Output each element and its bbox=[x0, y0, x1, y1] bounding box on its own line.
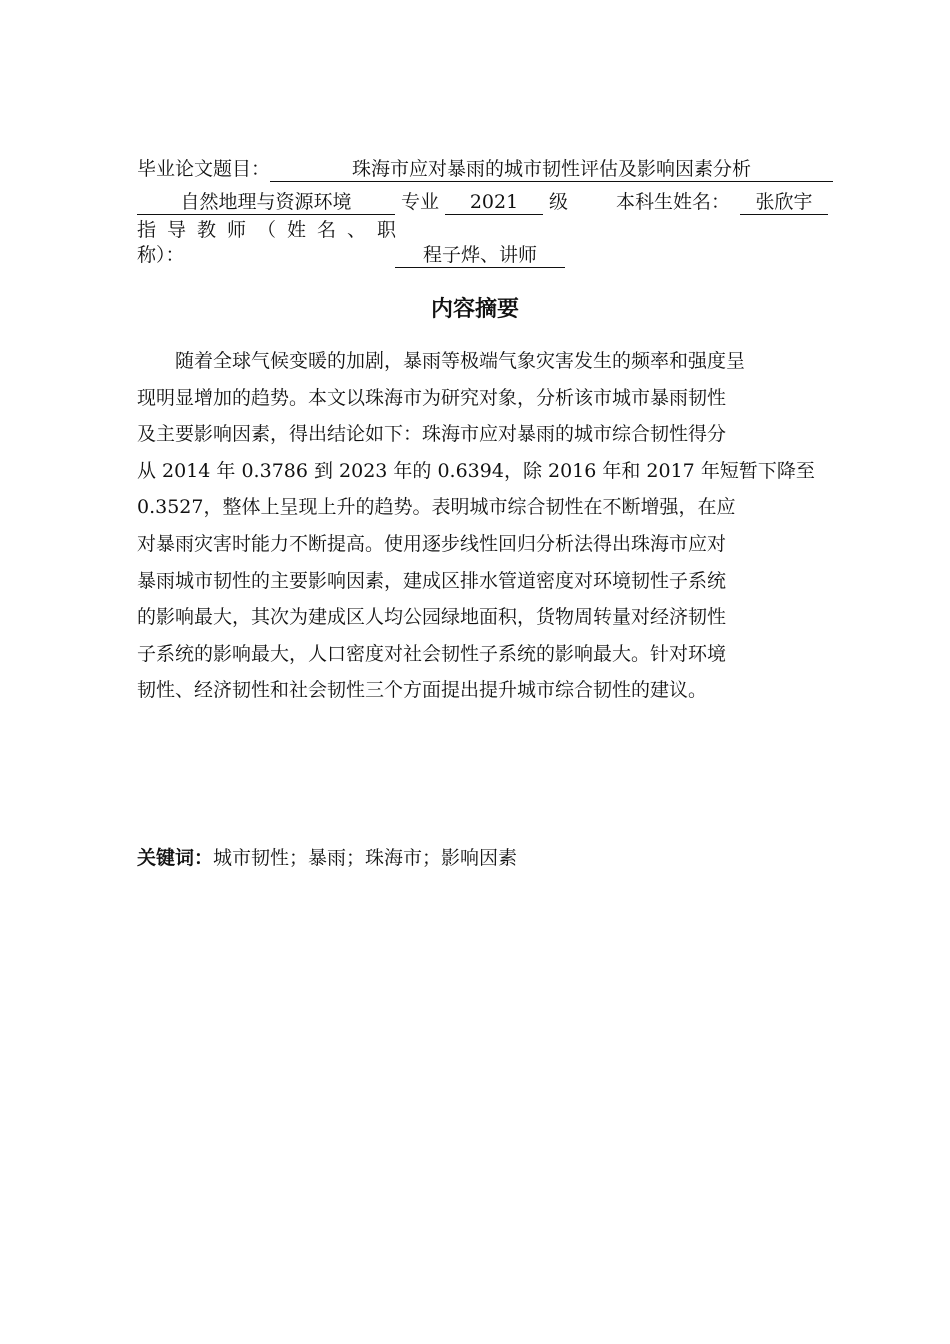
grade-label: 级 bbox=[549, 191, 569, 213]
major-value: 自然地理与资源环境 bbox=[137, 191, 395, 215]
thesis-title-row bbox=[137, 157, 853, 182]
advisor-row bbox=[137, 243, 853, 268]
abstract-body bbox=[137, 343, 853, 709]
abstract-line: 及主要影响因素，得出结论如下：珠海市应对暴雨的城市综合韧性得分 bbox=[137, 423, 727, 446]
abstract-line: 0.3527，整体上呈现上升的趋势。表明城市综合韧性在不断增强，在应 bbox=[137, 496, 736, 519]
abstract-line: 从 2014 年 0.3786 到 2023 年的 0.6394，除 2016 年和 2017 年短暂下降至 bbox=[137, 459, 815, 482]
student-name-value: 张欣宇 bbox=[740, 191, 828, 215]
abstract-line: 子系统的影响最大，人口密度对社会韧性子系统的影响最大。针对环境 bbox=[137, 642, 727, 665]
keywords-value: 城市韧性；暴雨；珠海市；影响因素 bbox=[213, 847, 518, 869]
advisor-label-line2: 称）： bbox=[137, 244, 185, 266]
abstract-line: 暴雨城市韧性的主要影响因素，建成区排水管道密度对环境韧性子系统 bbox=[137, 569, 727, 592]
abstract-line: 的影响最大，其次为建成区人均公园绿地面积，货物周转量对经济韧性 bbox=[137, 606, 727, 629]
keywords-label: 关键词： bbox=[137, 847, 214, 869]
student-info-row bbox=[137, 190, 853, 215]
keywords-row bbox=[137, 845, 517, 871]
advisor-label-line1: 指导教师（姓名、职 bbox=[137, 219, 408, 241]
major-label: 专业 bbox=[401, 191, 440, 213]
abstract-heading: 内容摘要 bbox=[430, 297, 519, 322]
student-name-label: 本科生姓名： bbox=[616, 191, 731, 213]
abstract-line: 对暴雨灾害时能力不断提高。使用逐步线性回归分析法得出珠海市应对 bbox=[137, 532, 727, 555]
advisor-value: 程子烨、讲师 bbox=[395, 244, 565, 268]
thesis-title-value: 珠海市应对暴雨的城市韧性评估及影响因素分析 bbox=[270, 158, 833, 182]
grade-value: 2021 bbox=[445, 191, 543, 215]
abstract-line: 现明显增加的趋势。本文以珠海市为研究对象，分析该市城市暴雨韧性 bbox=[137, 386, 727, 409]
abstract-line: 韧性、经济韧性和社会韧性三个方面提出提升城市综合韧性的建议。 bbox=[137, 679, 708, 702]
thesis-title-label: 毕业论文题目： bbox=[137, 158, 271, 180]
abstract-line: 随着全球气候变暖的加剧，暴雨等极端气象灾害发生的频率和强度呈 bbox=[137, 350, 746, 372]
